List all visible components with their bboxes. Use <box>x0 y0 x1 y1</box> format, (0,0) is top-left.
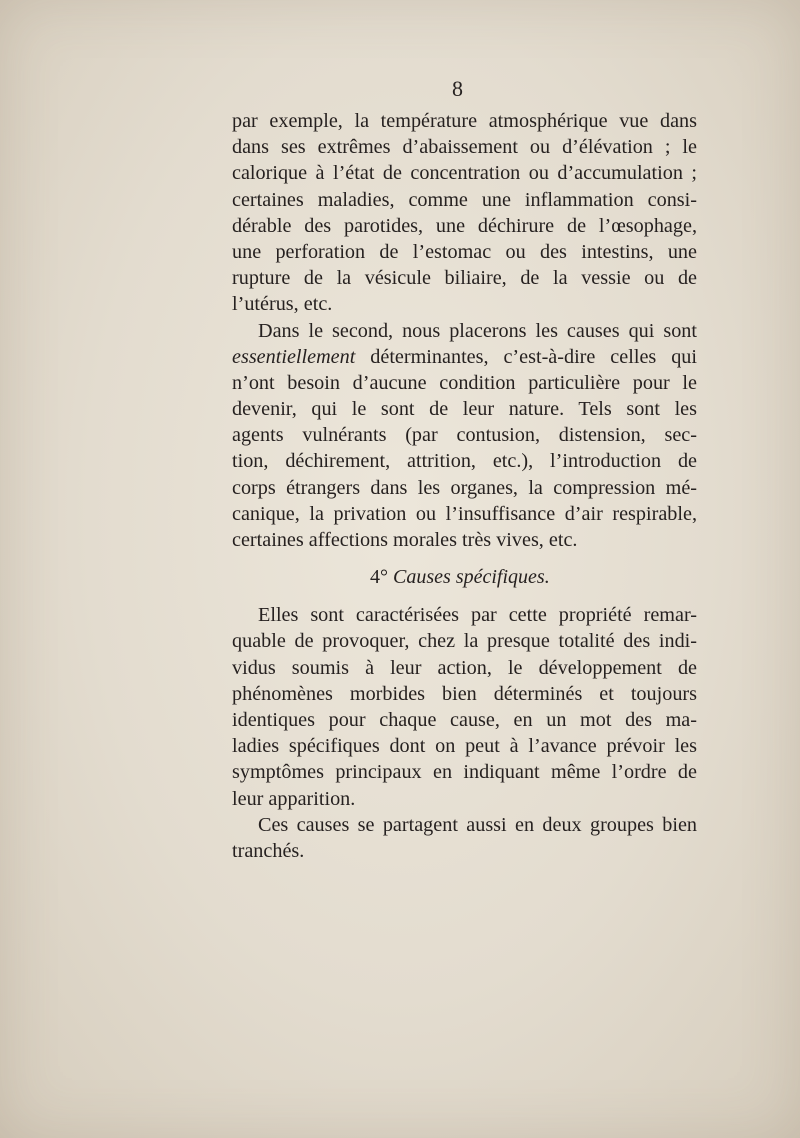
italic-word: essentiellement <box>232 345 356 368</box>
section-heading <box>232 564 697 590</box>
page-number: 8 <box>452 76 463 101</box>
text-line: symptômes principaux en indiquant même l’ordre de <box>232 761 697 784</box>
text-line: n’ont besoin d’aucune condition particulière pour le <box>232 371 697 394</box>
text-line: corps étrangers dans les organes, la compression mé- <box>232 476 697 499</box>
text-line: certaines maladies, comme une inflammation consi- <box>232 188 697 211</box>
text-line: agents vulnérants (par contusion, distension, sec- <box>232 424 697 447</box>
text-line: quable de provoquer, chez la presque totalité des indi- <box>232 630 697 653</box>
text-line: calorique à l’état de concentration ou d’accumulation ; <box>232 162 697 185</box>
text-line: vidus soumis à leur action, le développement de <box>232 656 697 679</box>
paragraph-two-groups <box>232 812 697 864</box>
text-line: par exemple, la température atmosphérique vue dans <box>232 110 697 132</box>
text-line: une perforation de l’estomac ou des intestins, une <box>232 240 697 263</box>
text-line: dans ses extrêmes d’abaissement ou d’élévation ; le <box>232 136 697 159</box>
text-line: Elles sont caractérisées par cette propriété remar- <box>258 604 697 627</box>
text-line: rupture de la vésicule biliaire, de la vessie ou de <box>232 267 697 290</box>
text-line <box>232 344 697 370</box>
section-number: 4° <box>370 566 388 589</box>
paragraph-second-causes <box>232 318 697 554</box>
paragraph-continuation <box>232 108 697 318</box>
text-line: ladies spécifiques dont on peut à l’avance prévoir les <box>232 735 697 758</box>
text-line: leur apparition. <box>232 787 356 810</box>
text-line: l’utérus, etc. <box>232 293 333 316</box>
text-line: tion, déchirement, attrition, etc.), l’introduction de <box>232 450 697 473</box>
paragraph-specific-causes <box>232 602 697 812</box>
text-line: tranchés. <box>232 839 305 862</box>
text-line: dérable des parotides, une déchirure de l’œsophage, <box>232 214 697 237</box>
text-line: certaines affections morales très vives, etc. <box>232 529 578 551</box>
text-line: identiques pour chaque cause, en un mot des ma- <box>232 708 697 731</box>
text-line: Ces causes se partagent aussi en deux groupes bien <box>258 813 697 836</box>
text-line: phénomènes morbides bien déterminés et toujours <box>232 682 697 705</box>
text-line: canique, la privation ou l’insuffisance d’air respirable, <box>232 502 697 525</box>
section-title: Causes spécifiques. <box>393 566 550 589</box>
text-line: devenir, qui le sont de leur nature. Tels sont les <box>232 398 697 421</box>
text-line: Dans le second, nous placerons les causes qui sont <box>258 319 697 342</box>
text-span: déterminantes, c’est-à-dire celles qui <box>355 345 697 368</box>
body-text <box>232 108 697 864</box>
